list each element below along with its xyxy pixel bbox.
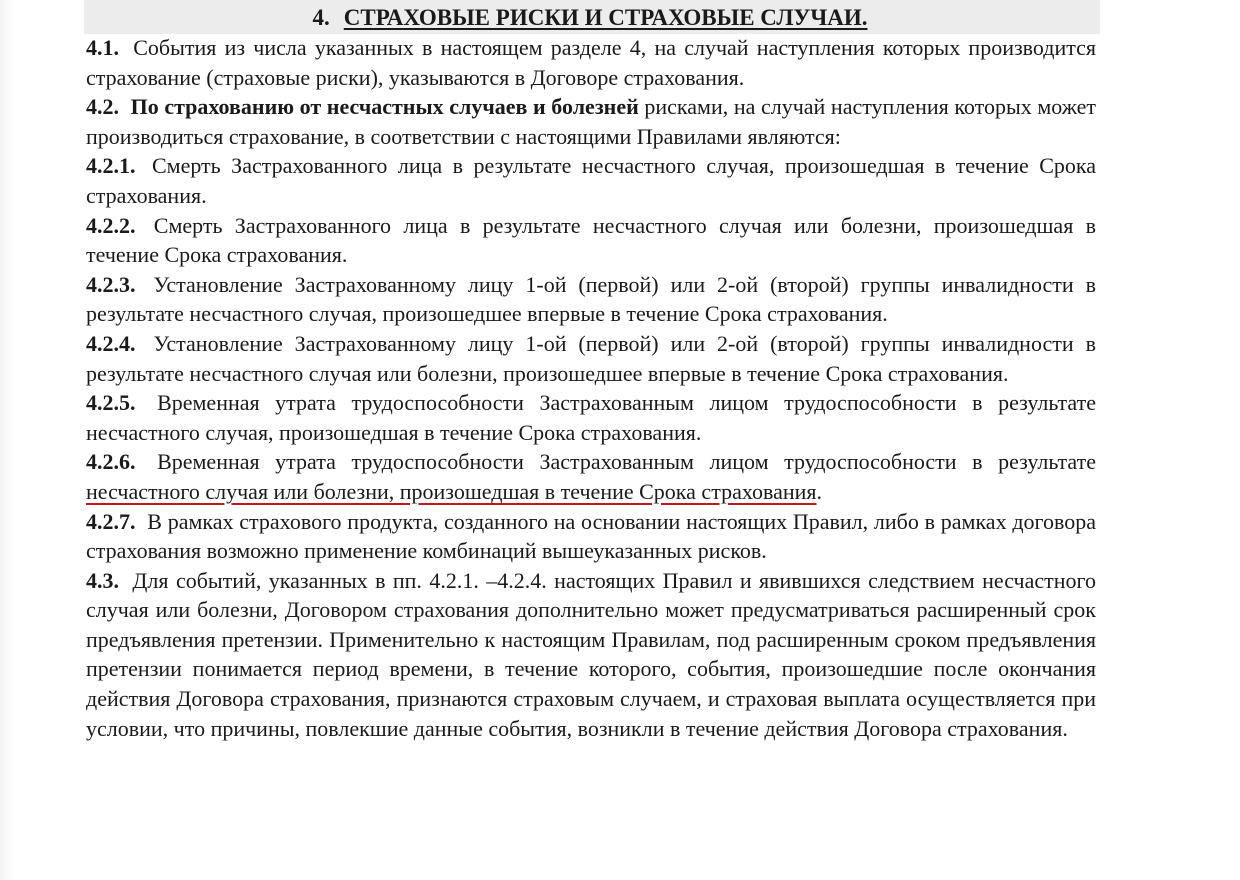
clause-number: 4.2.1.: [86, 153, 136, 179]
clause-text-end: .: [816, 478, 823, 504]
clause-4-2: [86, 92, 1096, 151]
clause-number: 4.2.7.: [86, 508, 136, 534]
clause-lead-bold: По страхованию от несчастных случаев и болезней: [130, 94, 639, 120]
clause-number: 4.2.6.: [86, 449, 136, 475]
document-body: [86, 33, 1096, 743]
clause-4-2-5: [86, 388, 1096, 447]
clause-text: Смерть Застрахованного лица в результате несчастного случая, произошедшая в течение Срока страхования.: [86, 153, 1097, 208]
clause-text: События из числа указанных в настоящем разделе 4, на случай наступления которых производится страхование (страховые риски), указываются в Договоре страхования.: [86, 35, 1097, 90]
clause-number: 4.2.5.: [86, 390, 136, 416]
clause-4-2-1: [86, 151, 1096, 210]
clause-4-2-2: [86, 211, 1096, 270]
clause-number: 4.1.: [86, 35, 119, 60]
clause-number: 4.2.2.: [86, 212, 136, 238]
clause-text: Для событий, указанных в пп. 4.2.1. –4.2.4. настоящих Правил и явившихся следствием несчастного случая или болезни, Договором страхования дополнительно может предусматриваться расширенный срок предъявления претензии. Применительно к настоящим Правилам, под расширенным сроком предъявления претензии понимается период времени, в течение которого, события, произошедшие после окончания действия Договора страхования, признаются страховым случаем, и страховая выплата осуществляется при условии, что причины, повлекшие данные события, возникли в течение действия Договора страхования.: [86, 567, 1096, 741]
clause-number: 4.2.: [86, 94, 119, 120]
clause-number: 4.3.: [86, 567, 119, 593]
clause-number: 4.2.3.: [86, 271, 136, 297]
clause-text: Установление Застрахованному лицу 1-ой (первой) или 2-ой (второй) группы инвалидности в результате несчастного случая или болезни, произошедшее впервые в течение Срока страхования.: [86, 330, 1096, 386]
clause-number: 4.2.4.: [86, 330, 136, 356]
clause-text: Смерть Застрахованного лица в результате несчастного случая или болезни, произошедшая в течение Срока страхования.: [86, 212, 1096, 268]
section-title: [0, 4, 1180, 32]
clause-text: рисками, на случай наступления которых может производиться страхование, в соответствии с настоящими Правилами являются:: [86, 94, 1096, 149]
section-number: 4.: [312, 5, 330, 30]
clause-text: В рамках страхового продукта, созданного на основании настоящих Правил, либо в рамках договора страхования возможно применение комбинаций вышеуказанных рисков.: [86, 508, 1097, 564]
clause-4-2-7: [86, 507, 1096, 566]
clause-4-2-6: [86, 447, 1096, 506]
clause-4-3: [86, 566, 1096, 744]
clause-4-2-3: [86, 270, 1096, 329]
highlighted-phrase: несчастного случая или болезни, произошедшая в течение Срока страхования: [86, 478, 817, 504]
clause-text: Установление Застрахованному лицу 1-ой (первой) или 2-ой (второй) группы инвалидности в результате несчастного случая, произошедшее впервые в течение Срока страхования.: [86, 271, 1096, 327]
clause-4-1: [86, 33, 1096, 92]
clause-text: Временная утрата трудоспособности Застрахованным лицом трудоспособности в результате несчастного случая, произошедшая в течение Срока страхования.: [86, 390, 1096, 445]
clause-text: Временная утрата трудоспособности Застрахованным лицом трудоспособности в результате: [157, 449, 1096, 475]
section-title-text: СТРАХОВЫЕ РИСКИ И СТРАХОВЫЕ СЛУЧАИ.: [343, 5, 868, 30]
clause-4-2-4: [86, 329, 1096, 388]
